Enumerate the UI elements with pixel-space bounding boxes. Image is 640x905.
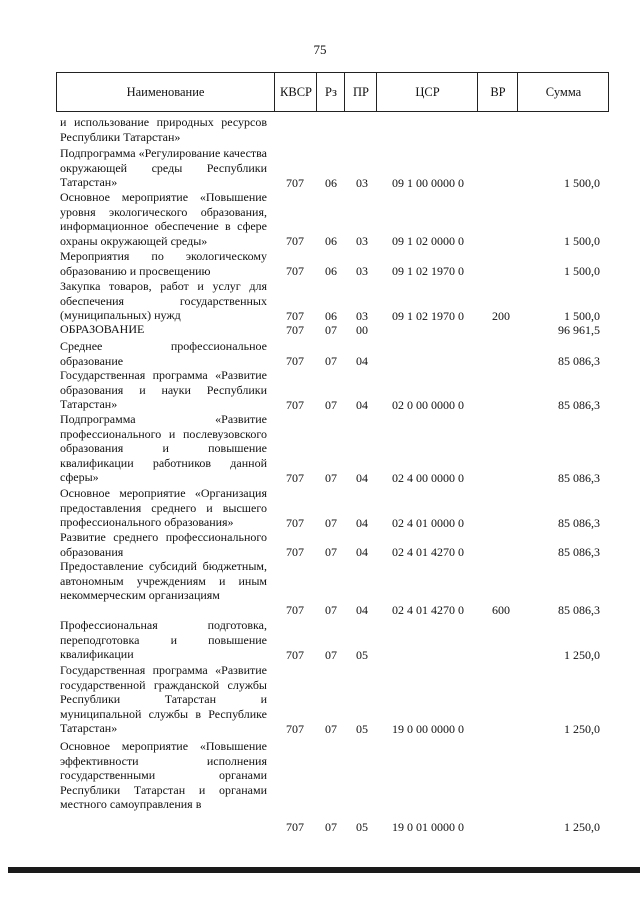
table-header [56, 72, 609, 112]
header-csr: ЦСР [376, 73, 478, 111]
row-kvsr: 707 [286, 233, 304, 248]
row-csr: 09 1 02 1970 0 [392, 263, 464, 278]
row-rz: 06 [325, 233, 337, 248]
row-sum: 85 086,3 [558, 602, 600, 617]
row-kvsr: 707 [286, 721, 304, 736]
table-row [60, 368, 615, 412]
table-row [60, 115, 615, 144]
row-pr: 03 [356, 233, 368, 248]
row-sum: 1 250,0 [564, 647, 600, 662]
row-name: Основное мероприятие «Повышение эффективности исполнения государственными органами Республики Татарстан и органами местного самоуправления в [60, 739, 267, 811]
header-rz: Рз [316, 73, 345, 111]
row-kvsr: 707 [286, 308, 304, 323]
table-row [60, 559, 615, 617]
row-name: и использование природных ресурсов Республики Татарстан» [60, 115, 267, 144]
row-kvsr: 707 [286, 353, 304, 368]
row-name: Мероприятия по экологическому образованию и просвещению [60, 249, 267, 278]
row-sum: 1 250,0 [564, 721, 600, 736]
row-sum: 85 086,3 [558, 470, 600, 485]
row-csr: 02 0 00 0000 0 [392, 397, 464, 412]
row-sum: 1 500,0 [564, 233, 600, 248]
row-pr: 03 [356, 308, 368, 323]
page-number: 75 [313, 42, 327, 57]
row-kvsr: 707 [286, 819, 304, 834]
row-rz: 07 [325, 470, 337, 485]
row-rz: 07 [325, 721, 337, 736]
row-vr: 600 [492, 602, 510, 617]
row-pr: 03 [356, 175, 368, 190]
row-rz: 06 [325, 175, 337, 190]
row-rz: 07 [325, 397, 337, 412]
row-kvsr: 707 [286, 322, 304, 337]
table-row [60, 486, 615, 530]
row-kvsr: 707 [286, 175, 304, 190]
table-row [60, 339, 615, 368]
row-pr: 04 [356, 515, 368, 530]
row-name: Закупка товаров, работ и услуг для обеспечения государственных (муниципальных) нужд [60, 279, 267, 322]
table-row [60, 322, 615, 337]
header-sum: Сумма [517, 73, 609, 111]
row-sum: 85 086,3 [558, 397, 600, 412]
row-rz: 06 [325, 308, 337, 323]
row-kvsr: 707 [286, 602, 304, 617]
row-sum: 85 086,3 [558, 353, 600, 368]
row-pr: 04 [356, 470, 368, 485]
row-pr: 04 [356, 602, 368, 617]
row-rz: 06 [325, 263, 337, 278]
row-pr: 00 [356, 322, 368, 337]
row-csr: 02 4 00 0000 0 [392, 470, 464, 485]
row-name: Предоставление субсидий бюджетным, автономным учреждениям и иным некоммерческим организациям [60, 559, 267, 602]
row-name: Подпрограмма «Регулирование качества окружающей среды Республики Татарстан» [60, 146, 267, 189]
table-row [60, 279, 615, 323]
table-row [60, 412, 615, 485]
row-name: Основное мероприятие «Организация предоставления среднего и высшего профессионального образования» [60, 486, 267, 529]
header-kvsr: КВСР [274, 73, 317, 111]
row-rz: 07 [325, 544, 337, 559]
row-rz: 07 [325, 353, 337, 368]
row-csr: 02 4 01 4270 0 [392, 544, 464, 559]
row-kvsr: 707 [286, 647, 304, 662]
row-pr: 04 [356, 397, 368, 412]
header-pr: ПР [344, 73, 377, 111]
row-pr: 03 [356, 263, 368, 278]
row-sum: 85 086,3 [558, 544, 600, 559]
row-kvsr: 707 [286, 263, 304, 278]
row-pr: 05 [356, 819, 368, 834]
row-name: Государственная программа «Развитие государственной гражданской службы Республики Татарстан и муниципальной службы в Республике Татарстан» [60, 663, 267, 735]
row-sum: 85 086,3 [558, 515, 600, 530]
row-kvsr: 707 [286, 515, 304, 530]
row-sum: 1 500,0 [564, 175, 600, 190]
row-name: Среднее профессиональное образование [60, 339, 267, 368]
row-vr: 200 [492, 308, 510, 323]
table-row [60, 190, 615, 248]
table-row [60, 618, 615, 662]
row-csr: 19 0 01 0000 0 [392, 819, 464, 834]
row-rz: 07 [325, 647, 337, 662]
row-pr: 05 [356, 721, 368, 736]
row-name: Развитие среднего профессионального образования [60, 530, 267, 559]
row-pr: 04 [356, 353, 368, 368]
row-pr: 05 [356, 647, 368, 662]
row-csr: 09 1 02 1970 0 [392, 308, 464, 323]
row-rz: 07 [325, 602, 337, 617]
row-csr: 19 0 00 0000 0 [392, 721, 464, 736]
row-sum: 1 250,0 [564, 819, 600, 834]
row-rz: 07 [325, 819, 337, 834]
table-row [60, 530, 615, 559]
row-kvsr: 707 [286, 470, 304, 485]
row-rz: 07 [325, 322, 337, 337]
row-rz: 07 [325, 515, 337, 530]
header-vr: ВР [477, 73, 518, 111]
header-name: Наименование [126, 85, 205, 99]
table-row [60, 739, 615, 834]
row-pr: 04 [356, 544, 368, 559]
row-csr: 09 1 02 0000 0 [392, 233, 464, 248]
table-row [60, 146, 615, 190]
row-name: Профессиональная подготовка, переподготовка и повышение квалификации [60, 618, 267, 661]
table-row [60, 663, 615, 736]
row-name: ОБРАЗОВАНИЕ [60, 322, 145, 336]
row-name: Основное мероприятие «Повышение уровня экологического образования, информационное обеспечение в сфере охраны окружающей среды» [60, 190, 267, 248]
row-csr: 09 1 00 0000 0 [392, 175, 464, 190]
row-name: Государственная программа «Развитие образования и науки Республики Татарстан» [60, 368, 267, 411]
row-kvsr: 707 [286, 544, 304, 559]
scan-edge-bar [8, 867, 640, 873]
table-row [60, 249, 615, 278]
row-csr: 02 4 01 0000 0 [392, 515, 464, 530]
row-csr: 02 4 01 4270 0 [392, 602, 464, 617]
row-kvsr: 707 [286, 397, 304, 412]
row-name: Подпрограмма «Развитие профессионального и послевузовского образования и повышение квалификации работников данной сферы» [60, 412, 267, 484]
row-sum: 1 500,0 [564, 308, 600, 323]
row-sum: 96 961,5 [558, 322, 600, 337]
row-sum: 1 500,0 [564, 263, 600, 278]
